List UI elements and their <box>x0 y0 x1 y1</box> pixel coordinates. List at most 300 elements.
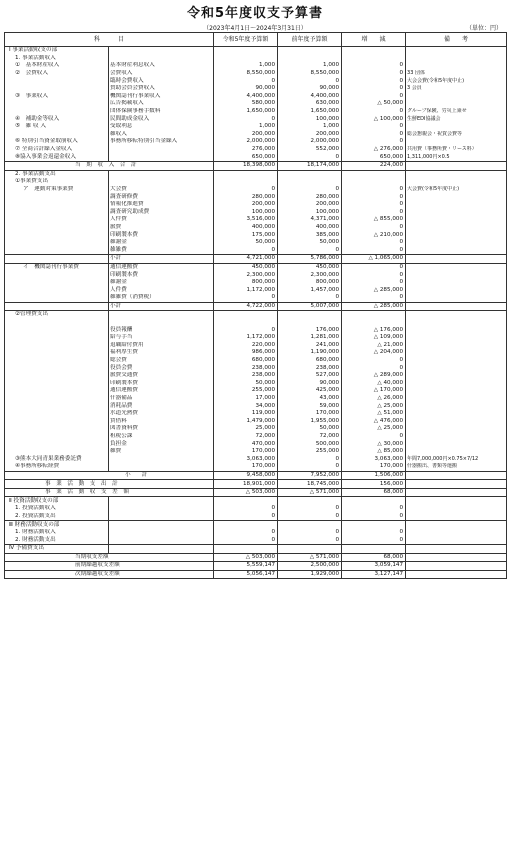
previous-budget-cell: 1,281,000 <box>278 334 342 342</box>
previous-budget-cell <box>278 170 342 178</box>
previous-budget-cell <box>278 319 342 327</box>
table-row <box>5 402 507 410</box>
account-item-cell: 旅費 <box>109 224 214 232</box>
account-item-cell: 調査研究助成費 <box>109 208 214 216</box>
table-row <box>5 246 507 254</box>
change-cell <box>342 545 406 554</box>
account-category-cell <box>5 357 109 365</box>
account-category-cell <box>5 131 109 139</box>
table-row <box>5 536 507 544</box>
account-category-cell <box>5 402 109 410</box>
table-row <box>5 521 507 529</box>
change-cell: 68,000 <box>342 553 406 562</box>
remarks-cell: 年間7,000,000円×0.75×7/12 <box>406 455 507 463</box>
remarks-cell <box>406 231 507 239</box>
current-budget-cell: 100,000 <box>214 208 278 216</box>
previous-budget-cell: 2,500,000 <box>278 562 342 571</box>
current-budget-cell: 0 <box>214 77 278 85</box>
account-item-cell <box>109 529 214 537</box>
change-cell: △ 285,000 <box>342 302 406 311</box>
remarks-cell <box>406 395 507 403</box>
account-item-cell <box>109 146 214 154</box>
remarks-cell <box>406 294 507 302</box>
table-row <box>5 448 507 456</box>
previous-budget-cell: 0 <box>278 77 342 85</box>
account-item-cell: 広告掲載収入 <box>109 100 214 108</box>
previous-budget-cell: 241,000 <box>278 342 342 350</box>
table-row <box>5 294 507 302</box>
change-cell: 0 <box>342 201 406 209</box>
table-row <box>5 70 507 78</box>
previous-budget-cell: 1,000 <box>278 62 342 70</box>
unit-note: （単位：円） <box>465 25 502 32</box>
previous-budget-cell: 450,000 <box>278 263 342 271</box>
change-cell <box>342 497 406 505</box>
remarks-cell <box>406 497 507 505</box>
current-budget-cell: △ 503,000 <box>214 553 278 562</box>
account-category-cell <box>5 224 109 232</box>
change-cell: △ 26,000 <box>342 395 406 403</box>
account-category-cell <box>5 286 109 294</box>
table-row <box>5 47 507 55</box>
remarks-cell <box>406 570 507 579</box>
table-row <box>5 216 507 224</box>
account-category-cell <box>5 342 109 350</box>
table-row <box>5 513 507 521</box>
change-cell: 0 <box>342 294 406 302</box>
account-item-cell: 小計 <box>109 302 214 311</box>
table-row <box>5 279 507 287</box>
previous-budget-cell: 0 <box>278 529 342 537</box>
account-category-cell <box>5 193 109 201</box>
account-item-cell: 印刷製本費 <box>109 231 214 239</box>
current-budget-cell: 680,000 <box>214 357 278 365</box>
account-item-cell: 旅費交通費 <box>109 372 214 380</box>
account-item-cell: 会費収入 <box>109 70 214 78</box>
account-heading-cell: 前期繰越収支差額 <box>5 562 214 571</box>
table-row <box>5 263 507 271</box>
table-row <box>5 62 507 70</box>
table-row <box>5 319 507 327</box>
remarks-cell: 33 団体 <box>406 70 507 78</box>
change-cell <box>342 47 406 55</box>
account-category-cell <box>5 208 109 216</box>
header-account: 科 目 <box>5 33 214 47</box>
header-remarks: 備 考 <box>406 33 507 47</box>
current-budget-cell: 0 <box>214 246 278 254</box>
account-item-cell: 印刷製本費 <box>109 271 214 279</box>
table-row <box>5 529 507 537</box>
account-category-cell <box>5 425 109 433</box>
remarks-cell <box>406 357 507 365</box>
change-cell: 224,000 <box>342 161 406 170</box>
table-row <box>5 395 507 403</box>
current-budget-cell: 0 <box>214 294 278 302</box>
header-previous-budget: 前年度予算額 <box>278 33 342 47</box>
current-budget-cell: 1,172,000 <box>214 286 278 294</box>
account-item-cell: 図書資料費 <box>109 425 214 433</box>
previous-budget-cell: 238,000 <box>278 364 342 372</box>
change-cell: △ 30,000 <box>342 440 406 448</box>
table-row <box>5 201 507 209</box>
previous-budget-cell: 90,000 <box>278 380 342 388</box>
current-budget-cell: 1,000 <box>214 62 278 70</box>
account-category-cell <box>5 349 109 357</box>
change-cell: 0 <box>342 536 406 544</box>
current-budget-cell: 986,000 <box>214 349 278 357</box>
change-cell: 3,063,000 <box>342 455 406 463</box>
account-item-cell: 団体保険事務手数料 <box>109 108 214 116</box>
table-row <box>5 146 507 154</box>
change-cell: △ 170,000 <box>342 387 406 395</box>
table-row <box>5 123 507 131</box>
account-category-cell <box>5 231 109 239</box>
remarks-cell <box>406 521 507 529</box>
table-row <box>5 239 507 247</box>
account-item-cell: 賛助会員会費収入 <box>109 85 214 93</box>
current-budget-cell: 25,000 <box>214 425 278 433</box>
previous-budget-cell: 72,000 <box>278 433 342 441</box>
account-heading-cell: 当 期 収 入 合 計 <box>5 161 214 170</box>
change-cell: △ 50,000 <box>342 100 406 108</box>
current-budget-cell: 72,000 <box>214 433 278 441</box>
previous-budget-cell: 100,000 <box>278 208 342 216</box>
account-category-cell: ④ 補助金等収入 <box>5 115 109 123</box>
budget-table <box>4 32 507 579</box>
account-item-cell: 事務所移転特別引当金繰入 <box>109 138 214 146</box>
remarks-cell <box>406 93 507 101</box>
remarks-cell <box>406 425 507 433</box>
previous-budget-cell: 0 <box>278 246 342 254</box>
current-budget-cell: 2,300,000 <box>214 271 278 279</box>
change-cell: 170,000 <box>342 463 406 471</box>
previous-budget-cell: △ 571,000 <box>278 553 342 562</box>
change-cell: 0 <box>342 357 406 365</box>
change-cell: 0 <box>342 239 406 247</box>
previous-budget-cell: △ 571,000 <box>278 488 342 497</box>
account-item-cell: 通信運搬費 <box>109 387 214 395</box>
current-budget-cell: 3,063,000 <box>214 455 278 463</box>
account-item-cell <box>109 497 214 505</box>
account-item-cell <box>109 513 214 521</box>
account-item-cell: 受取利息 <box>109 123 214 131</box>
previous-budget-cell: 800,000 <box>278 279 342 287</box>
current-budget-cell: 5,559,147 <box>214 562 278 571</box>
remarks-cell <box>406 433 507 441</box>
account-category-cell: 2. 財務活動支出 <box>5 536 109 544</box>
account-category-cell: ⑤ 雑 収 入 <box>5 123 109 131</box>
previous-budget-cell: 630,000 <box>278 100 342 108</box>
current-budget-cell: 450,000 <box>214 263 278 271</box>
account-heading-cell: 事 業 活 動 支 出 計 <box>5 480 214 489</box>
current-budget-cell <box>214 47 278 55</box>
previous-budget-cell: 2,300,000 <box>278 271 342 279</box>
previous-budget-cell: 552,000 <box>278 146 342 154</box>
change-cell: 650,000 <box>342 153 406 161</box>
table-row <box>5 100 507 108</box>
account-heading-cell: 小 計 <box>5 471 214 480</box>
account-category-cell: ④事務所移転経費 <box>5 463 109 471</box>
current-budget-cell: 0 <box>214 115 278 123</box>
remarks-cell <box>406 553 507 562</box>
current-budget-cell: 4,721,000 <box>214 255 278 264</box>
current-budget-cell: 90,000 <box>214 85 278 93</box>
table-row <box>5 545 507 554</box>
account-item-cell: 情報化推進費 <box>109 201 214 209</box>
current-budget-cell: △ 503,000 <box>214 488 278 497</box>
account-category-cell <box>5 334 109 342</box>
account-item-cell: 雑費 <box>109 448 214 456</box>
previous-budget-cell: 280,000 <box>278 193 342 201</box>
change-cell: 1,506,000 <box>342 471 406 480</box>
current-budget-cell: 0 <box>214 186 278 194</box>
previous-budget-cell: 200,000 <box>278 131 342 139</box>
previous-budget-cell <box>278 47 342 55</box>
change-cell: 0 <box>342 70 406 78</box>
account-category-cell: 1. 投資活動収入 <box>5 505 109 513</box>
account-item-cell: 雑謝金 <box>109 239 214 247</box>
table-row <box>5 480 507 489</box>
account-item-cell <box>109 178 214 186</box>
previous-budget-cell: 2,000,000 <box>278 138 342 146</box>
account-item-cell: 臨時会費収入 <box>109 77 214 85</box>
table-row <box>5 55 507 63</box>
remarks-cell <box>406 513 507 521</box>
table-row <box>5 425 507 433</box>
change-cell: 0 <box>342 77 406 85</box>
table-row <box>5 488 507 497</box>
current-budget-cell: 4,400,000 <box>214 93 278 101</box>
table-row <box>5 178 507 186</box>
change-cell: 0 <box>342 505 406 513</box>
account-category-cell <box>5 271 109 279</box>
previous-budget-cell: 0 <box>278 513 342 521</box>
current-budget-cell <box>214 545 278 554</box>
current-budget-cell <box>214 521 278 529</box>
current-budget-cell: 9,458,000 <box>214 471 278 480</box>
account-category-cell <box>5 372 109 380</box>
previous-budget-cell: 1,929,000 <box>278 570 342 579</box>
table-row <box>5 497 507 505</box>
table-row <box>5 286 507 294</box>
remarks-cell <box>406 380 507 388</box>
account-category-cell <box>5 255 109 264</box>
previous-budget-cell: 170,000 <box>278 410 342 418</box>
change-cell: 0 <box>342 131 406 139</box>
account-item-cell: 機関誌刊行事業収入 <box>109 93 214 101</box>
account-item-cell <box>109 521 214 529</box>
previous-budget-cell: 425,000 <box>278 387 342 395</box>
account-category-cell <box>5 440 109 448</box>
account-item-cell: 通信運搬費 <box>109 263 214 271</box>
account-item-cell: 租税公課 <box>109 433 214 441</box>
change-cell: 0 <box>342 186 406 194</box>
previous-budget-cell: 43,000 <box>278 395 342 403</box>
remarks-cell <box>406 480 507 489</box>
change-cell <box>342 311 406 319</box>
account-category-cell: ⑥ 特別引当資金取崩収入 <box>5 138 109 146</box>
account-item-cell: 雑収入 <box>109 131 214 139</box>
previous-budget-cell <box>278 311 342 319</box>
document-title: 令和5年度収支予算書 <box>186 6 324 21</box>
previous-budget-cell: 59,000 <box>278 402 342 410</box>
account-item-cell <box>109 536 214 544</box>
table-row <box>5 93 507 101</box>
change-cell: △ 289,000 <box>342 372 406 380</box>
previous-budget-cell: 1,000 <box>278 123 342 131</box>
remarks-cell: 総会懇親会・祝賀会費等 <box>406 131 507 139</box>
remarks-cell: 共用費（事務所費・リース料） <box>406 146 507 154</box>
account-item-cell: 役員報酬 <box>109 326 214 334</box>
account-category-cell: ① 基本財産収入 <box>5 62 109 70</box>
previous-budget-cell: 0 <box>278 455 342 463</box>
table-body <box>5 47 507 579</box>
table-row <box>5 224 507 232</box>
change-cell: △ 100,000 <box>342 115 406 123</box>
table-row <box>5 271 507 279</box>
account-item-cell <box>109 170 214 178</box>
current-budget-cell: 238,000 <box>214 372 278 380</box>
change-cell <box>342 319 406 327</box>
previous-budget-cell: 1,457,000 <box>278 286 342 294</box>
remarks-cell <box>406 224 507 232</box>
remarks-cell <box>406 342 507 350</box>
change-cell <box>342 170 406 178</box>
remarks-cell <box>406 279 507 287</box>
current-budget-cell <box>214 319 278 327</box>
account-item-cell <box>109 311 214 319</box>
current-budget-cell: 170,000 <box>214 463 278 471</box>
account-category-cell <box>5 216 109 224</box>
remarks-cell <box>406 418 507 426</box>
current-budget-cell: 276,000 <box>214 146 278 154</box>
current-budget-cell <box>214 55 278 63</box>
current-budget-cell: 8,550,000 <box>214 70 278 78</box>
previous-budget-cell: 8,550,000 <box>278 70 342 78</box>
account-item-cell: 雑謝金 <box>109 279 214 287</box>
current-budget-cell: 34,000 <box>214 402 278 410</box>
change-cell: 0 <box>342 193 406 201</box>
table-row <box>5 193 507 201</box>
remarks-cell <box>406 448 507 456</box>
change-cell: 3,127,147 <box>342 570 406 579</box>
account-heading-cell: 事 業 活 動 収 支 差 額 <box>5 488 214 497</box>
account-category-cell <box>5 410 109 418</box>
table-row <box>5 364 507 372</box>
table-header-row <box>5 33 507 47</box>
current-budget-cell: 238,000 <box>214 364 278 372</box>
account-item-cell <box>109 153 214 161</box>
current-budget-cell <box>214 311 278 319</box>
current-budget-cell: 119,000 <box>214 410 278 418</box>
previous-budget-cell <box>278 521 342 529</box>
previous-budget-cell: 50,000 <box>278 425 342 433</box>
previous-budget-cell <box>278 178 342 186</box>
current-budget-cell: 4,722,000 <box>214 302 278 311</box>
change-cell: △ 21,000 <box>342 342 406 350</box>
account-item-cell: 雑雑費 <box>109 246 214 254</box>
account-category-cell: ② 会費収入 <box>5 70 109 78</box>
previous-budget-cell: 385,000 <box>278 231 342 239</box>
previous-budget-cell: 0 <box>278 186 342 194</box>
account-category-cell: Ⅰ 事業活動収支の部 <box>5 47 109 55</box>
table-row <box>5 349 507 357</box>
previous-budget-cell: 5,786,000 <box>278 255 342 264</box>
account-category-cell <box>5 279 109 287</box>
current-budget-cell: 3,516,000 <box>214 216 278 224</box>
change-cell: △ 276,000 <box>342 146 406 154</box>
account-category-cell <box>5 319 109 327</box>
account-item-cell: 小計 <box>109 255 214 264</box>
remarks-cell <box>406 545 507 554</box>
current-budget-cell <box>214 497 278 505</box>
account-category-cell: 1. 事業活動収入 <box>5 55 109 63</box>
remarks-cell <box>406 471 507 480</box>
account-category-cell <box>5 448 109 456</box>
current-budget-cell: 255,000 <box>214 387 278 395</box>
change-cell: △ 176,000 <box>342 326 406 334</box>
previous-budget-cell: 100,000 <box>278 115 342 123</box>
table-row <box>5 170 507 178</box>
previous-budget-cell <box>278 497 342 505</box>
remarks-cell <box>406 326 507 334</box>
account-item-cell: 調査研修費 <box>109 193 214 201</box>
remarks-cell <box>406 311 507 319</box>
change-cell: △ 109,000 <box>342 334 406 342</box>
current-budget-cell: 1,650,000 <box>214 108 278 116</box>
current-budget-cell: 18,901,000 <box>214 480 278 489</box>
table-row <box>5 231 507 239</box>
remarks-cell <box>406 239 507 247</box>
account-item-cell: 役員会費 <box>109 364 214 372</box>
current-budget-cell: 470,000 <box>214 440 278 448</box>
table-row <box>5 161 507 170</box>
table-row <box>5 357 507 365</box>
remarks-cell <box>406 529 507 537</box>
remarks-cell <box>406 246 507 254</box>
change-cell: △ 855,000 <box>342 216 406 224</box>
table-row <box>5 153 507 161</box>
previous-budget-cell: 4,371,000 <box>278 216 342 224</box>
account-category-cell <box>5 302 109 311</box>
current-budget-cell: 1,000 <box>214 123 278 131</box>
current-budget-cell: 18,398,000 <box>214 161 278 170</box>
change-cell: 68,000 <box>342 488 406 497</box>
previous-budget-cell: 680,000 <box>278 357 342 365</box>
account-category-cell <box>5 85 109 93</box>
remarks-cell <box>406 123 507 131</box>
account-category-cell <box>5 395 109 403</box>
change-cell: △ 25,000 <box>342 402 406 410</box>
account-category-cell <box>5 418 109 426</box>
previous-budget-cell: 0 <box>278 505 342 513</box>
remarks-cell <box>406 193 507 201</box>
table-row <box>5 505 507 513</box>
account-category-cell <box>5 433 109 441</box>
table-row <box>5 387 507 395</box>
account-category-cell: ③熊本大同青果業務委託費 <box>5 455 109 463</box>
table-row <box>5 85 507 93</box>
current-budget-cell: 0 <box>214 326 278 334</box>
previous-budget-cell: 90,000 <box>278 85 342 93</box>
remarks-cell <box>406 334 507 342</box>
current-budget-cell: 1,479,000 <box>214 418 278 426</box>
current-budget-cell: 2,000,000 <box>214 138 278 146</box>
table-row <box>5 334 507 342</box>
account-category-cell: ⑦ 全商合計繰入金収入 <box>5 146 109 154</box>
table-row <box>5 115 507 123</box>
change-cell: 0 <box>342 62 406 70</box>
